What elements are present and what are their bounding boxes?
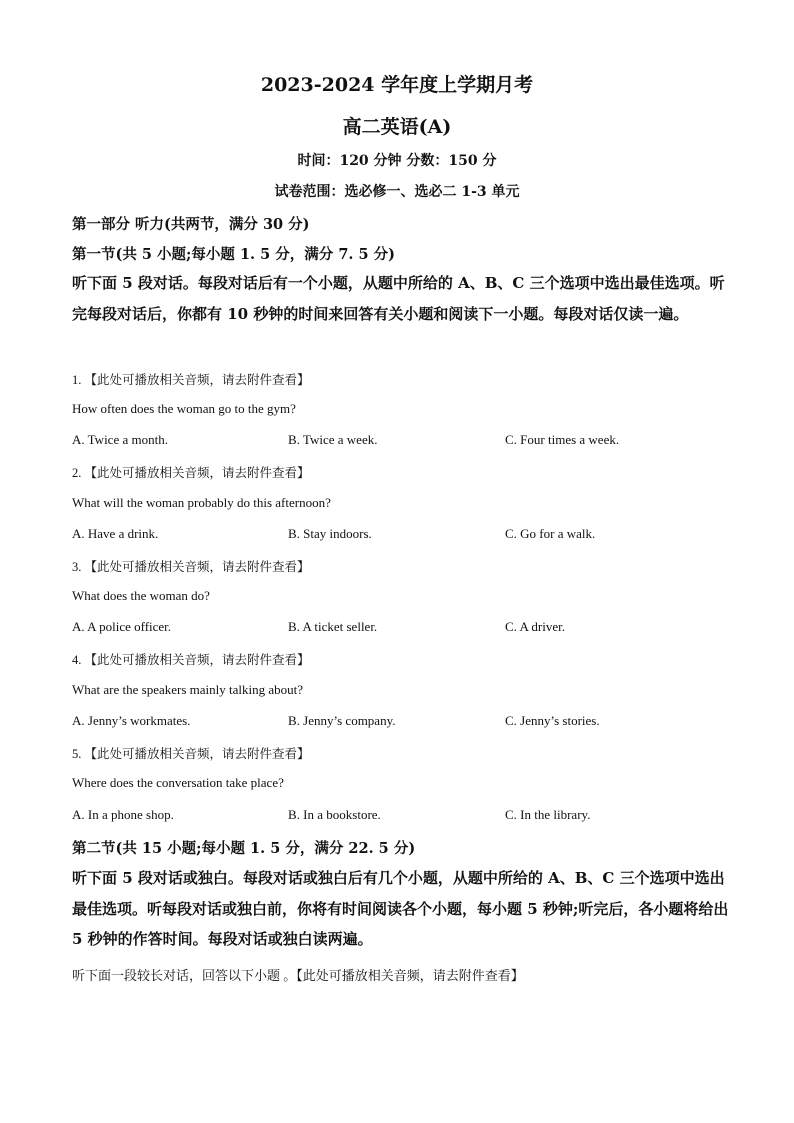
question-3-option-c: C. A driver.: [505, 619, 565, 634]
exam-scope: 试卷范围：选必修一、选必二 1-3 单元: [274, 184, 520, 200]
question-5-audio-note: 5. 【此处可播放相关音频，请去附件查看】: [72, 747, 310, 761]
exam-title: 2023-2024 学年度上学期月考: [260, 74, 534, 96]
question-5-option-a: A. In a phone shop.: [72, 807, 174, 822]
question-3-stem: What does the woman do?: [72, 588, 210, 603]
question-2-option-a: A. Have a drink.: [72, 526, 159, 541]
question-3-option-a: A. A police officer.: [72, 619, 172, 634]
question-1-option-b: B. Twice a week.: [288, 432, 378, 447]
question-4-option-b: B. Jenny’s company.: [288, 713, 396, 728]
section1-heading: 第一节(共 5 小题;每小题 1. 5 分，满分 7. 5 分): [72, 246, 395, 263]
part1-heading: 第一部分 听力(共两节，满分 30 分): [72, 216, 310, 233]
question-1-option-a: A. Twice a month.: [72, 432, 168, 447]
question-2-stem: What will the woman probably do this afternoon?: [72, 495, 331, 510]
exam-time-score: 时间：120 分钟 分数：150 分: [297, 153, 497, 169]
question-4-stem: What are the speakers mainly talking about?: [72, 682, 304, 697]
question-3-option-b: B. A ticket seller.: [288, 619, 378, 634]
question-3-audio-note: 3. 【此处可播放相关音频，请去附件查看】: [72, 560, 310, 574]
question-4-option-a: A. Jenny’s workmates.: [72, 713, 191, 728]
question-2-audio-note: 2. 【此处可播放相关音频，请去附件查看】: [72, 466, 310, 480]
section1-instructions: 听下面 5 段对话。每段对话后有一个小题，从题中所给的 A、B、C 三个选项中选出最佳选项。听完每段对话后，你都有 10 秒钟的时间来回答有关小题和阅读下一小题。每段对话仅读一遍。: [72, 274, 725, 323]
exam-subject: 高二英语(A): [342, 116, 452, 138]
question-4-audio-note: 4. 【此处可播放相关音频，请去附件查看】: [72, 653, 310, 667]
question-1-audio-note: 1. 【此处可播放相关音频，请去附件查看】: [72, 373, 310, 387]
question-1-stem: How often does the woman go to the gym?: [72, 401, 296, 416]
question-5-option-b: B. In a bookstore.: [288, 807, 381, 822]
section2-instructions: 听下面 5 段对话或独白。每段对话或独白后有几个小题，从题中所给的 A、B、C 三个选项中选出最佳选项。听每段对话或独白前，你将有时间阅读各个小题，每小题 5 秒钟;听完后，各小题将给出 5 秒钟的作答时间。每段对话或独白读两遍。: [72, 869, 729, 948]
question-5-stem: Where does the conversation take place?: [72, 775, 284, 790]
question-5-option-c: C. In the library.: [505, 807, 591, 822]
question-2-option-c: C. Go for a walk.: [505, 526, 596, 541]
section2-heading: 第二节(共 15 小题;每小题 1. 5 分，满分 22. 5 分): [72, 840, 416, 857]
section2-prompt: 听下面一段较长对话，回答以下小题 。【此处可播放相关音频，请去附件查看】: [72, 968, 524, 983]
question-2-option-b: B. Stay indoors.: [288, 526, 372, 541]
question-4-option-c: C. Jenny’s stories.: [505, 713, 600, 728]
question-1-option-c: C. Four times a week.: [505, 432, 620, 447]
